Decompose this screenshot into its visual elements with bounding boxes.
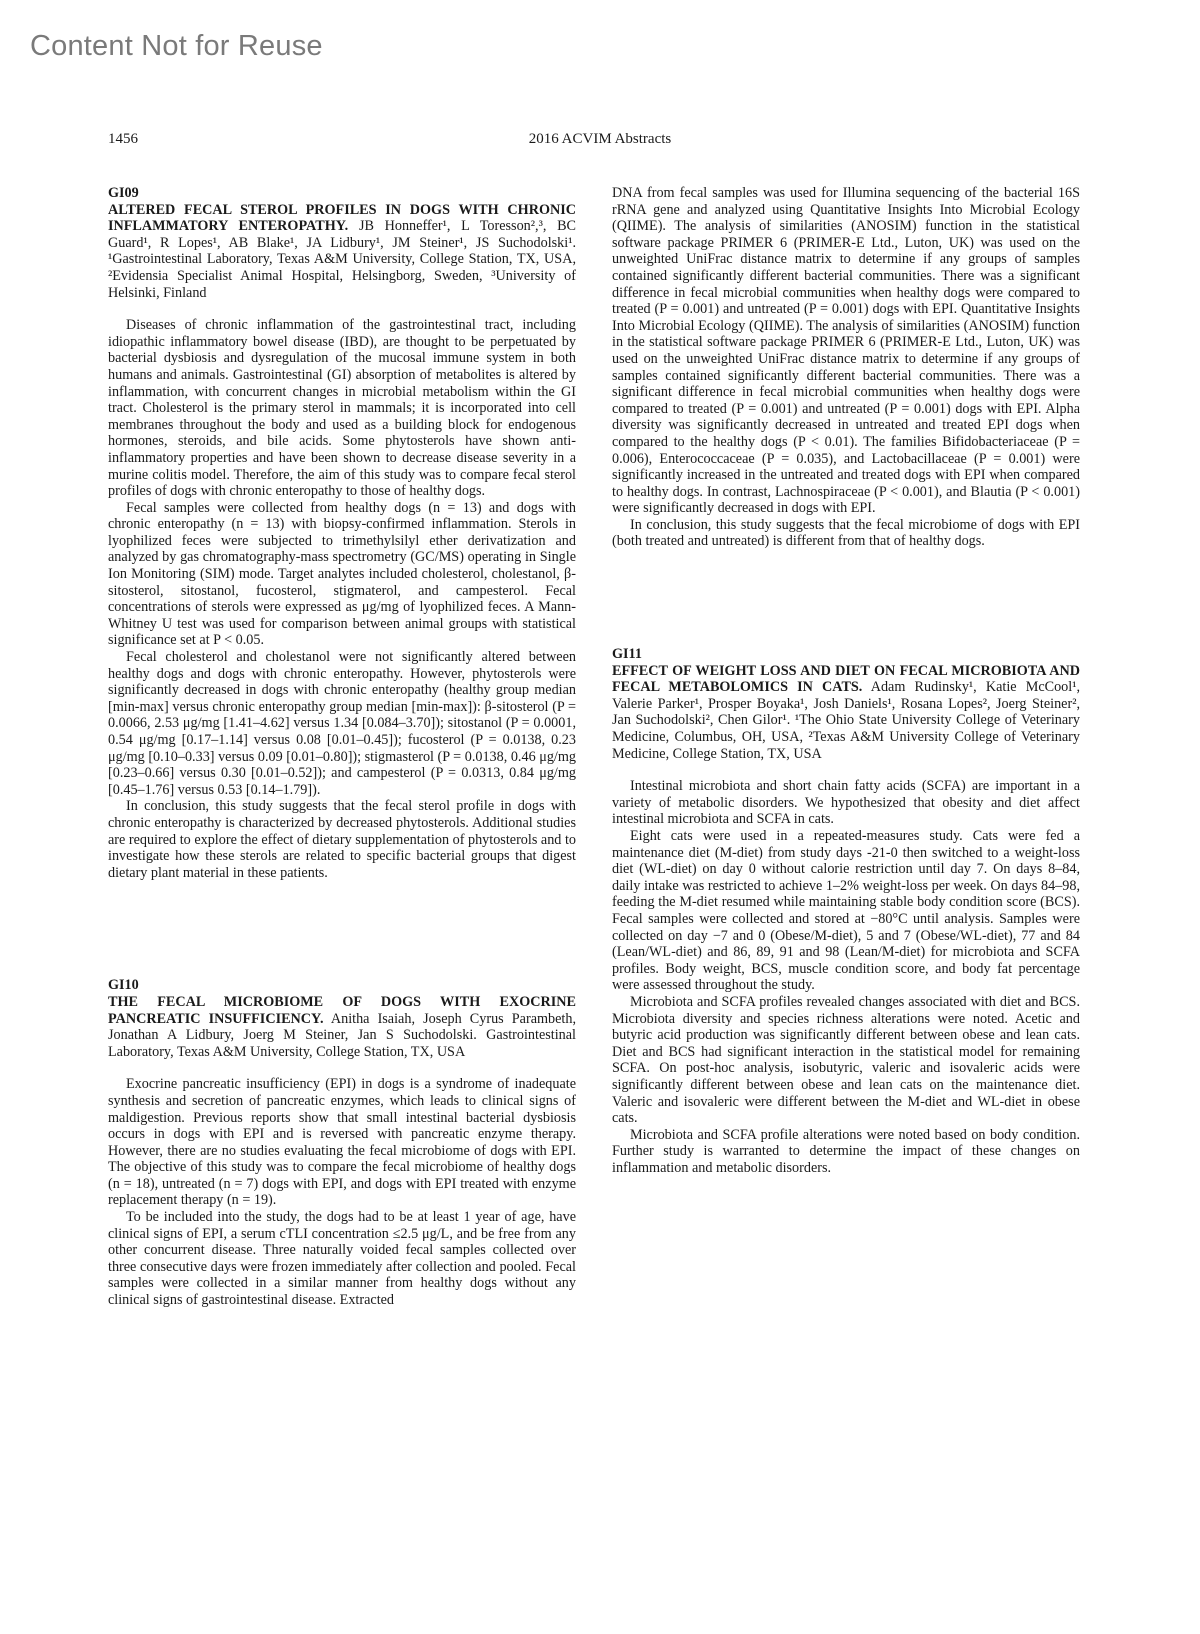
abstract-heading <box>612 663 1080 763</box>
paragraph: Fecal samples were collected from healthy dogs (n = 13) and dogs with chronic enteropathy (n = 13) with biopsy-confirmed inflammation. Sterols in lyophilized feces were subjected to trimethylsilyl ether derivatization and analyzed by gas chromatography-mass spectrometry (GC/MS) operating in Single Ion Monitoring (SIM) mode. Target analytes included cholesterol, cholestanol, β-sitosterol, sitostanol, fucosterol, stigmaterol, and campesterol. Fecal concentrations of sterols were expressed as μg/mg of lyophilized feces. A Mann-Whitney U test was used for comparison between animal groups with statistical significance set at P < 0.05. <box>108 499 576 649</box>
paragraph: Intestinal microbiota and short chain fatty acids (SCFA) are important in a variety of metabolic disorders. We hypothesized that obesity and diet affect intestinal microbiota and SCFA in cats. <box>612 778 1080 828</box>
abstract-heading <box>108 202 576 302</box>
paragraph: In conclusion, this study suggests that the fecal sterol profile in dogs with chronic enteropathy is characterized by decreased phytosterols. Additional studies are required to explore the effect of dietary supplementation of phytosterols and to investigate how these sterols are related to specific bacterial groups that digest dietary plant material in these patients. <box>108 798 576 881</box>
paragraph: DNA from fecal samples was used for Illumina sequencing of the bacterial 16S rRNA gene and analyzed using Quantitative Insights Into Microbial Ecology (QIIME). The analysis of similarities (ANOSIM) function in the statistical software package PRIMER 6 (PRIMER-E Ltd., Luton, UK) was used on the unweighted UniFrac distance matrix to determine if any groups of samples contained significantly different bacterial communities. There was a significant difference in fecal microbial communities when healthy dogs were compared to treated (P = 0.001) and untreated (P = 0.001) dogs with EPI. Quantitative Insights Into Microbial Ecology (QIIME). The analysis of similarities (ANOSIM) function in the statistical software package PRIMER 6 (PRIMER-E Ltd., Luton, UK) was used on the unweighted UniFrac distance matrix to determine if any groups of samples contained significantly different bacterial communities. There was a significant difference in fecal microbial communities when healthy dogs were compared to treated (P = 0.001) and untreated (P = 0.001) dogs with EPI. Alpha diversity was significantly decreased in untreated and treated EPI dogs when compared to the healthy dogs (P < 0.01). The families Bifidobacteriaceae (P = 0.006), Enterococcaceae (P = 0.035), and Lactobacillaceae (P = 0.001) were significantly increased in the untreated and treated dogs with EPI when compared to healthy dogs. In contrast, Lachnospiraceae (P < 0.001), and Blautia (P < 0.001) were significantly decreased in dogs with EPI. <box>612 185 1080 517</box>
abstract-id: GI11 <box>612 646 642 663</box>
abstract-heading <box>108 994 576 1060</box>
abstract-title: EFFECT OF WEIGHT LOSS AND DIET ON FECAL MICROBIOTA AND FECAL METABOLOMICS IN CATS. <box>612 662 1080 696</box>
abstract-authors: JB Honneffer¹, L Toresson²,³, BC Guard¹, R Lopes¹, AB Blake¹, JA Lidbury¹, JM Steiner¹, JS Suchodolski¹. ¹Gastrointestinal Laboratory, Texas A&M University, College Station, TX, USA, ²Evidensia Specialist Animal Hospital, Helsingborg, Sweden, ³University of Helsinki, Finland <box>108 218 576 301</box>
abstract-title: ALTERED FECAL STEROL PROFILES IN DOGS WITH CHRONIC INFLAMMATORY ENTEROPATHY. <box>108 201 576 235</box>
abstract-authors: Adam Rudinsky¹, Katie McCool¹, Valerie Parker¹, Prosper Boyaka¹, Josh Daniels¹, Rosana Lopes², Joerg Steiner², Jan Suchodolski², Chen Gilor¹. ¹The Ohio State University College of Veterinary Medicine, Columbus, OH, USA, ²Texas A&M University College of Veterinary Medicine, College Station, TX, USA <box>612 679 1081 762</box>
abstract-id: GI09 <box>108 185 139 201</box>
abstract-id: GI10 <box>108 977 139 994</box>
left-column <box>108 185 576 1309</box>
abstract-gi10 <box>108 977 576 1308</box>
paragraph: Eight cats were used in a repeated-measures study. Cats were fed a maintenance diet (M-diet) from study days -21-0 then switched to a weight-loss diet (WL-diet) on day 0 without calorie restriction until day 7. On days 8–84, daily intake was restricted to achieve 1–2% weight-loss per week. On days 84–98, feeding the M-diet resumed while maintaining stable body condition score (BCS). Fecal samples were collected and stored at −80°C until analysis. Samples were collected on day −7 and 0 (Obese/M-diet), 5 and 7 (Obese/WL-diet), 77 and 84 (Lean/WL-diet) and 86, 89, 91 and 98 (Lean/M-diet) for microbiota and SCFA profiles. Body weight, BCS, muscle condition score, and body fat percentage were assessed throughout the study. <box>612 828 1080 994</box>
page-number: 1456 <box>108 131 138 147</box>
watermark: Content Not for Reuse <box>30 30 323 62</box>
abstract-body <box>612 778 1080 1176</box>
paragraph: Microbiota and SCFA profile alterations were noted based on body condition. Further study is warranted to determine the impact of these changes on inflammation and metabolic disorders. <box>612 1126 1080 1176</box>
abstract-authors: Anitha Isaiah, Joseph Cyrus Parambeth, Jonathan A Lidbury, Joerg M Steiner, Jan S Suchodolski. Gastrointestinal Laboratory, Texas A&M University, College Station, TX, USA <box>108 1010 576 1060</box>
right-column <box>612 185 1080 1176</box>
running-title: 2016 ACVIM Abstracts <box>528 131 672 147</box>
abstract-body <box>108 1076 576 1308</box>
paragraph: Exocrine pancreatic insufficiency (EPI) in dogs is a syndrome of inadequate synthesis and secretion of pancreatic enzymes, which leads to clinical signs of maldigestion. Previous reports show that small intestinal bacterial dysbiosis occurs in dogs with EPI and is reversed with pancreatic enzyme therapy. However, there are no studies evaluating the fecal microbiome of dogs with EPI. The objective of this study was to compare the fecal microbiome of healthy dogs (n = 18), untreated (n = 7) dogs with EPI, and dogs with EPI treated with enzyme replacement therapy (n = 19). <box>108 1076 576 1209</box>
abstract-gi11 <box>612 646 1080 1176</box>
abstract-title: THE FECAL MICROBIOME OF DOGS WITH EXOCRINE PANCREATIC INSUFFICIENCY. <box>108 993 576 1027</box>
abstract-body <box>108 317 576 881</box>
abstract-gi10-continued <box>612 185 1080 550</box>
paragraph: Fecal cholesterol and cholestanol were not significantly altered between healthy dogs and dogs with chronic enteropathy. However, phytosterols were significantly decreased in dogs with chronic enteropathy (healthy group median [min-max] versus chronic enteropathy group median [min-max]): β-sitosterol (P = 0.0066, 2.53 μg/mg [1.41–4.62] versus 1.34 [0.084–3.70]); sitostanol (P = 0.0001, 0.54 μg/mg [0.17–1.14] versus 0.08 [0.01–0.45]); fucosterol (P = 0.0138, 0.23 μg/mg [0.10–0.33] versus 0.09 [0.01–0.80]); stigmasterol (P = 0.0138, 0.46 μg/mg [0.23–0.66] versus 0.30 [0.01–0.52]); and campesterol (P = 0.0313, 0.84 μg/mg [0.45–1.76] versus 0.53 [0.14–1.79]). <box>108 649 576 798</box>
paragraph: In conclusion, this study suggests that the fecal microbiome of dogs with EPI (both treated and untreated) is different from that of healthy dogs. <box>612 516 1080 550</box>
paragraph: To be included into the study, the dogs had to be at least 1 year of age, have clinical signs of EPI, a serum cTLI concentration ≤2.5 μg/L, and be free from any other concurrent disease. Three naturally voided fecal samples collected over three consecutive days were frozen immediately after collection and pooled. Fecal samples were collected in a similar manner from healthy dogs without any clinical signs of gastrointestinal disease. Extracted <box>108 1209 576 1309</box>
paragraph: Diseases of chronic inflammation of the gastrointestinal tract, including idiopathic inflammatory bowel disease (IBD), are thought to be perpetuated by bacterial dysbiosis and dysregulation of the mucosal immune system in both humans and animals. Gastrointestinal (GI) absorption of metabolites is altered by inflammation, with concurrent changes in microbial metabolism within the GI tract. Cholesterol is the primary sterol in mammals; it is incorporated into cell membranes throughout the body and used as a building block for endogenous hormones, steroids, and bile acids. Some phytosterols have shown anti-inflammatory properties and have been shown to decrease disease severity in a murine colitis model. Therefore, the aim of this study was to compare fecal sterol profiles of dogs with chronic enteropathy to those of healthy dogs. <box>108 317 576 500</box>
paragraph: Microbiota and SCFA profiles revealed changes associated with diet and BCS. Microbiota diversity and species richness alterations were noted. Acetic and butyric acid production was significantly different between obese and lean cats. Diet and BCS had significant interaction in the statistical model for remaining SCFA. On post-hoc analysis, isobutyric, valeric and isovaleric acids were significantly different between obese and lean cats on the maintenance diet. Valeric and isovaleric were different between the M-diet and WL-diet in obese cats. <box>612 993 1080 1127</box>
abstract-gi09 <box>108 185 576 881</box>
